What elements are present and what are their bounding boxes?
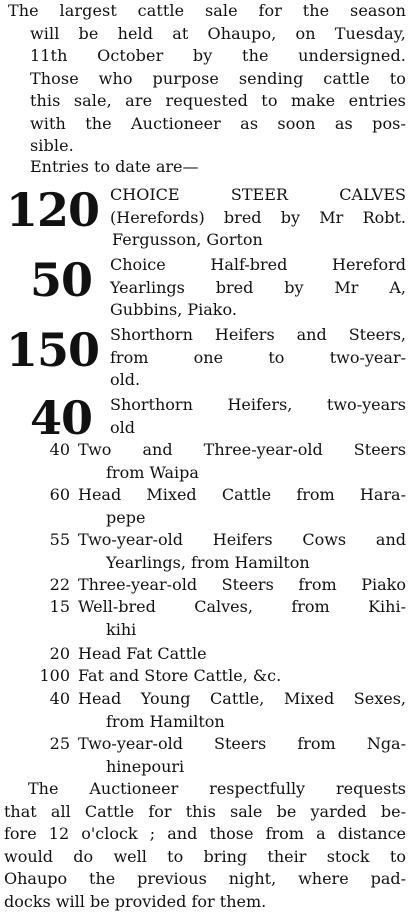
entry-description (78, 643, 406, 666)
entry-line: Two and Three-year-old Steers (78, 440, 406, 459)
entry-line: Two-year-old Steers from Nga- (78, 734, 406, 753)
entry-line: Head Fat Cattle (78, 644, 207, 663)
intro-paragraph (8, 0, 406, 158)
entry-count: 25 (49, 734, 70, 753)
entry-line: Gubbins, Piako. (110, 300, 237, 319)
entry-count: 120 (6, 183, 100, 237)
entry-line: Two-year-old Heifers Cows and (78, 530, 406, 549)
entry-description (110, 254, 406, 322)
entry-line: pepe (106, 507, 146, 527)
entry-line: Three-year-old Steers from Piako (78, 575, 406, 594)
entry-line: Fat and Store Cattle, &c. (78, 666, 282, 685)
intro-line: sible. (30, 136, 74, 155)
closing-line: fore 12 o'clock ; and those from a distance (4, 824, 406, 843)
entry-count: 40 (49, 689, 70, 708)
closing-line: Ohaupo the previous night, where pad- (4, 869, 406, 888)
entry-count: 20 (49, 644, 70, 663)
intro-line: this sale, are requested to make entries (30, 91, 406, 110)
closing-paragraph (4, 778, 406, 913)
entry-line: Yearlings, from Hamilton (106, 552, 310, 572)
entry-count: 40 (30, 391, 93, 445)
closing-line: The Auctioneer respectfully requests (28, 779, 406, 798)
entry-count: 150 (6, 323, 100, 377)
entry-line: Yearlings bred by Mr A, (110, 277, 406, 297)
entry-description (78, 529, 406, 574)
entry-description (78, 484, 406, 529)
closing-line: that all Cattle for this sale be yarded be- (4, 801, 406, 821)
entry-description (110, 184, 406, 252)
entry-line: Head Mixed Cattle from Hara- (78, 485, 406, 504)
closing-line: would do well to bring their stock to (4, 846, 406, 866)
entry-count: 100 (39, 666, 70, 685)
entry-description (78, 665, 406, 688)
entry-line: Shorthorn Heifers, two-years (110, 395, 406, 414)
entry-description (78, 596, 406, 641)
entry-line: hinepouri (106, 756, 185, 776)
entry-line: old (110, 417, 135, 437)
entry-line: kihi (106, 619, 137, 639)
entry-count: 22 (49, 575, 70, 594)
entry-line: Shorthorn Heifers and Steers, (110, 325, 406, 344)
intro-line: The largest cattle sale for the season (8, 1, 406, 20)
entry-count: 15 (49, 597, 70, 616)
entry-line: Well-bred Calves, from Kihi- (78, 597, 406, 616)
entry-line: Choice Half-bred Hereford (110, 255, 406, 274)
entry-description (78, 733, 406, 778)
entry-line: Fergusson, Gorton (112, 230, 263, 249)
entry-count: 40 (49, 440, 70, 459)
entry-line: Head Young Cattle, Mixed Sexes, (78, 689, 406, 708)
entry-line: from Waipa (106, 462, 199, 482)
entry-line: CHOICE STEER CALVES (110, 185, 406, 204)
entry-count: 50 (30, 253, 93, 307)
entry-line: (Herefords) bred by Mr Robt. (110, 207, 406, 227)
entries-heading: Entries to date are— (30, 157, 199, 176)
intro-line: will be held at Ohaupo, on Tuesday, (30, 23, 406, 43)
intro-line: with the Auctioneer as soon as pos- (30, 113, 406, 133)
entry-count: 60 (49, 485, 70, 504)
entry-count: 55 (49, 530, 70, 549)
entry-description (110, 324, 406, 392)
intro-line: Those who purpose sending cattle to (30, 68, 406, 88)
entry-line: from one to two-year- (110, 347, 406, 367)
entry-description (78, 574, 406, 597)
intro-line: 11th October by the undersigned. (30, 46, 406, 65)
entry-line: old. (110, 370, 141, 389)
entry-description (110, 394, 406, 439)
entry-description (78, 439, 406, 484)
entry-description (78, 688, 406, 733)
closing-line: docks will be provided for them. (4, 891, 267, 911)
entry-line: from Hamilton (106, 711, 225, 731)
